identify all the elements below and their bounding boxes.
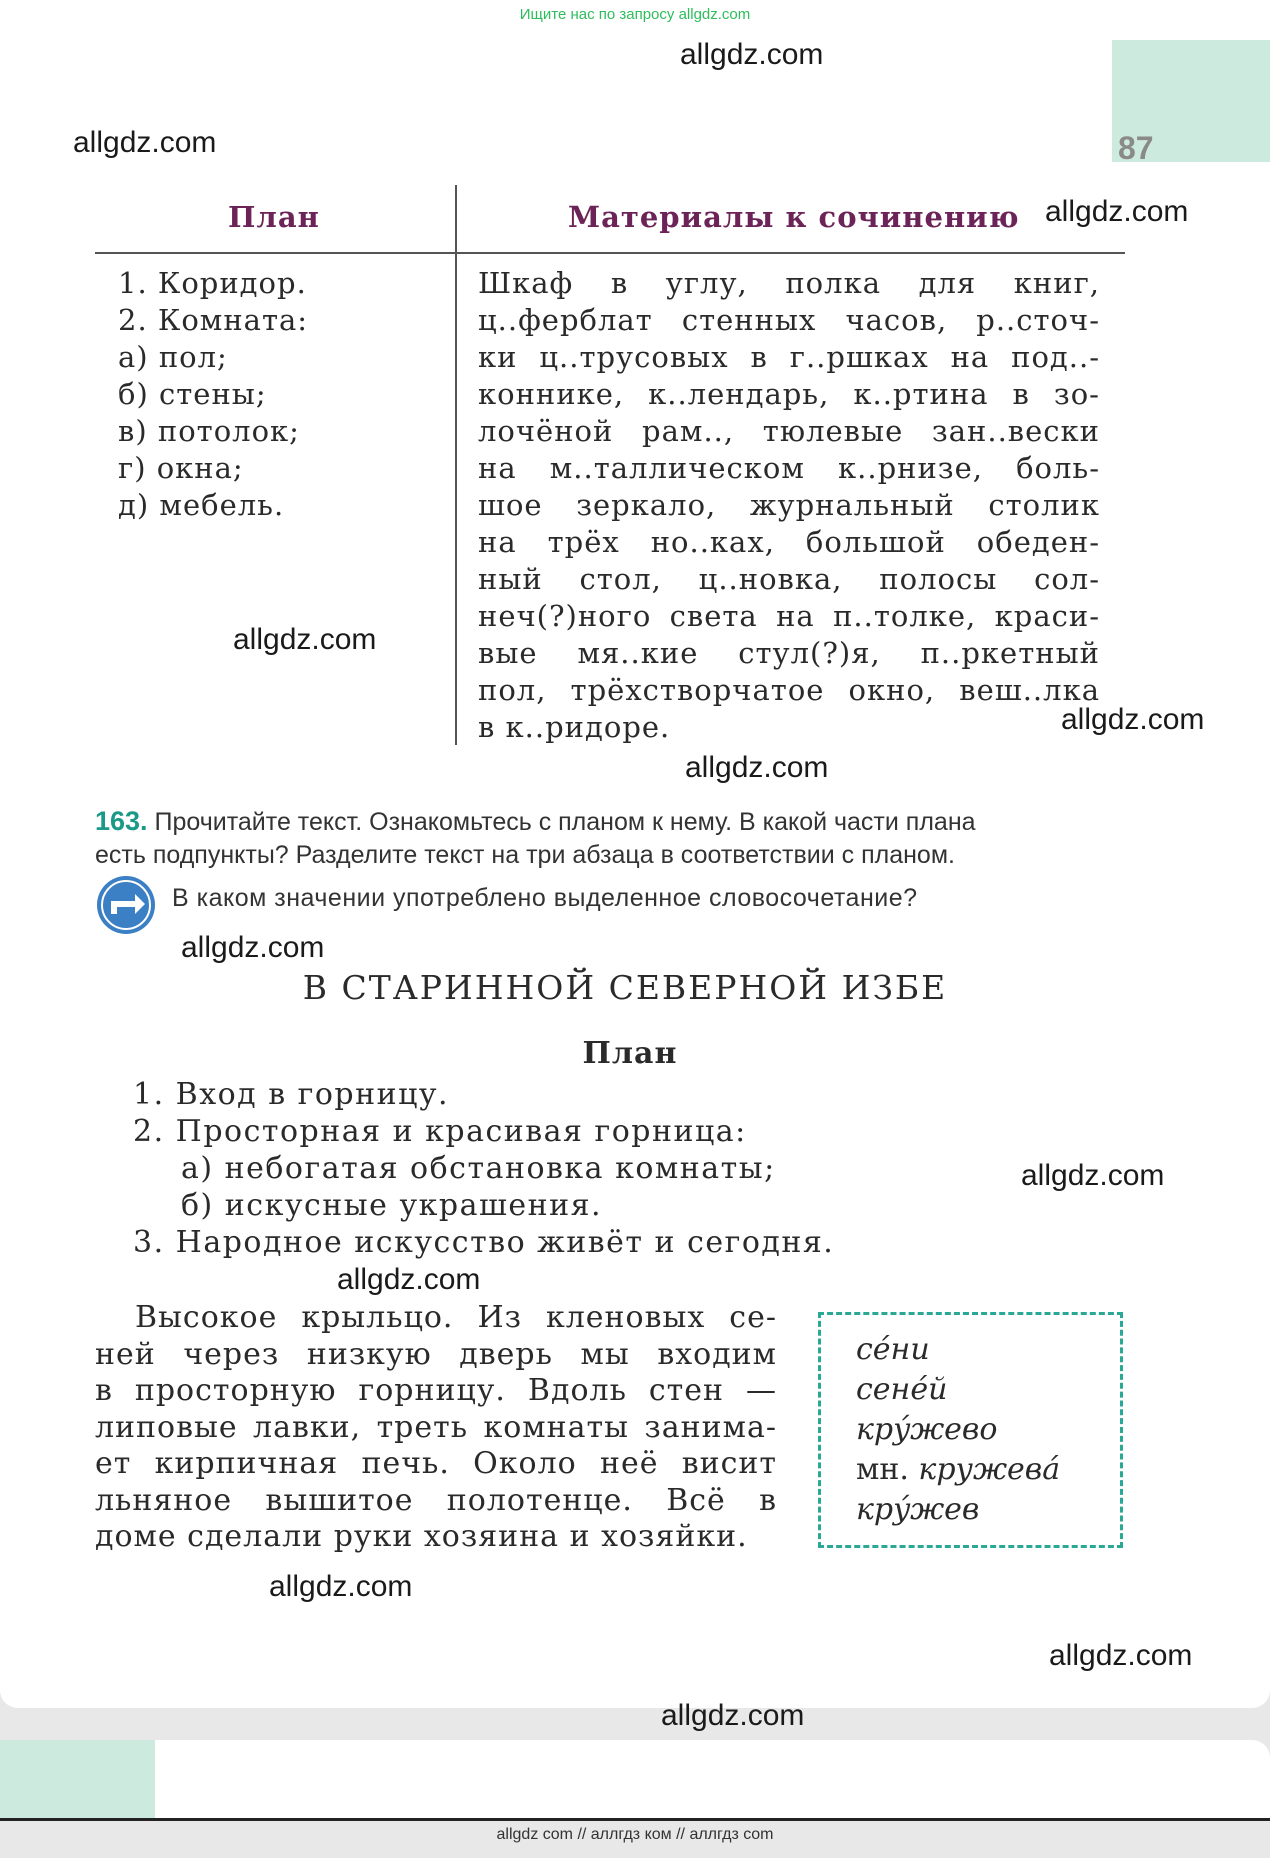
story-line: ет кирпичная печь. Около неё висит bbox=[95, 1446, 777, 1481]
story-plan-title: План bbox=[582, 1036, 678, 1071]
plan-item: б) стены; bbox=[118, 377, 267, 411]
plan-item: 1. Коридор. bbox=[118, 266, 307, 300]
materials-line: ный стол, ц..новка, полосы сол- bbox=[478, 562, 1100, 596]
exercise-line: есть подпункты? Разделите текст на три абзаца в соответствии с планом. bbox=[95, 841, 955, 869]
story-line: в просторную горницу. Вдоль стен — bbox=[95, 1373, 777, 1408]
next-page-preview bbox=[0, 1740, 1270, 1820]
story-line: Высокое крыльцо. Из кленовых се- bbox=[135, 1300, 777, 1335]
story-plan-item: б) искусные украшения. bbox=[181, 1188, 603, 1223]
materials-column-header: Материалы к сочинению bbox=[568, 200, 1020, 234]
materials-text bbox=[478, 265, 1100, 746]
dictionary-word: сенéй bbox=[856, 1372, 948, 1407]
story-plan-item: 1. Вход в горницу. bbox=[133, 1077, 450, 1112]
watermark: allgdz.com bbox=[269, 1570, 413, 1603]
story-plan-item: а) небогатая обстановка комнаты; bbox=[181, 1151, 776, 1186]
story-line: льняное вышитое полотенце. Всё в bbox=[95, 1482, 777, 1518]
watermark: allgdz.com bbox=[680, 38, 824, 71]
dictionary-word: крýжево bbox=[856, 1412, 998, 1447]
exercise-number: 163. bbox=[95, 806, 148, 836]
table-column-divider bbox=[455, 185, 457, 745]
watermark: allgdz.com bbox=[685, 751, 829, 784]
materials-line: на м..таллическом к..рнизе, боль- bbox=[478, 451, 1100, 485]
dictionary-word: сéни bbox=[856, 1332, 930, 1367]
watermark: allgdz.com bbox=[73, 126, 217, 159]
materials-line: ц..ферблат стенных часов, р..сточ- bbox=[478, 303, 1100, 337]
page-number: 87 bbox=[1118, 130, 1154, 166]
dictionary-word: кружевá bbox=[918, 1452, 1061, 1487]
watermark: allgdz.com bbox=[1045, 195, 1189, 228]
next-page-corner-tab bbox=[0, 1740, 155, 1820]
dictionary-word: крýжев bbox=[856, 1492, 980, 1527]
dictionary-list bbox=[856, 1330, 1060, 1530]
materials-line: ки ц..трусовых в г..ршках на под..- bbox=[478, 340, 1100, 374]
plan-item: 2. Комната: bbox=[118, 303, 309, 337]
watermark: allgdz.com bbox=[661, 1699, 805, 1732]
bottom-links[interactable]: allgdz com // аллгдз ком // аллгдз com bbox=[496, 1826, 774, 1843]
story-text bbox=[95, 1300, 777, 1556]
story-plan-list bbox=[133, 1076, 834, 1261]
story-title: В СТАРИННОЙ СЕВЕРНОЙ ИЗБЕ bbox=[302, 968, 948, 1007]
story-line: липовые лавки, треть комнаты занима- bbox=[95, 1409, 777, 1445]
watermark: allgdz.com bbox=[233, 623, 377, 656]
search-hint-banner[interactable]: Ищите нас по запросу allgdz.com bbox=[519, 6, 751, 23]
bottom-divider bbox=[0, 1818, 1270, 1821]
watermark: allgdz.com bbox=[1021, 1159, 1165, 1192]
watermark: allgdz.com bbox=[337, 1263, 481, 1296]
materials-line: в к..ридоре. bbox=[478, 710, 671, 744]
exercise-question: В каком значении употреблено выделенное словосочетание? bbox=[172, 884, 918, 912]
plan-item: а) пол; bbox=[118, 340, 228, 374]
table-header-divider bbox=[95, 252, 1125, 254]
materials-line: лочёной рам.., тюлевые зан..вески bbox=[478, 414, 1100, 448]
repeat-icon bbox=[95, 874, 157, 936]
story-line: доме сделали руки хозяина и хозяйки. bbox=[95, 1519, 748, 1554]
plan-list bbox=[118, 265, 308, 524]
plan-column-header: План bbox=[228, 200, 320, 234]
story-plan-item: 3. Народное искусство живёт и сегодня. bbox=[133, 1225, 835, 1260]
plan-item: г) окна; bbox=[118, 451, 244, 485]
exercise-instructions bbox=[95, 805, 1125, 872]
materials-line: шое зеркало, журнальный столик bbox=[478, 488, 1100, 522]
materials-line: коннике, к..лендарь, к..ртина в зо- bbox=[478, 377, 1100, 411]
watermark: allgdz.com bbox=[1061, 703, 1205, 736]
materials-line: на трёх но..ках, большой обеден- bbox=[478, 525, 1100, 559]
story-plan-item: 2. Просторная и красивая горница: bbox=[133, 1114, 747, 1149]
exercise-line: Прочитайте текст. Ознакомьтесь с планом к нему. В какой части плана bbox=[154, 808, 976, 836]
plan-item: в) потолок; bbox=[118, 414, 300, 448]
materials-line: пол, трёхстворчатое окно, веш..лка bbox=[478, 673, 1100, 707]
materials-line: неч(?)ного света на п..толке, краси- bbox=[478, 599, 1100, 633]
story-line: ней через низкую дверь мы входим bbox=[95, 1336, 777, 1372]
plural-label: мн. bbox=[856, 1452, 909, 1487]
materials-line: Шкаф в углу, полка для книг, bbox=[478, 266, 1100, 300]
materials-line: вые мя..кие стул(?)я, п..ркетный bbox=[478, 636, 1100, 670]
plan-item: д) мебель. bbox=[118, 488, 285, 522]
watermark: allgdz.com bbox=[1049, 1639, 1193, 1672]
watermark: allgdz.com bbox=[181, 931, 325, 964]
